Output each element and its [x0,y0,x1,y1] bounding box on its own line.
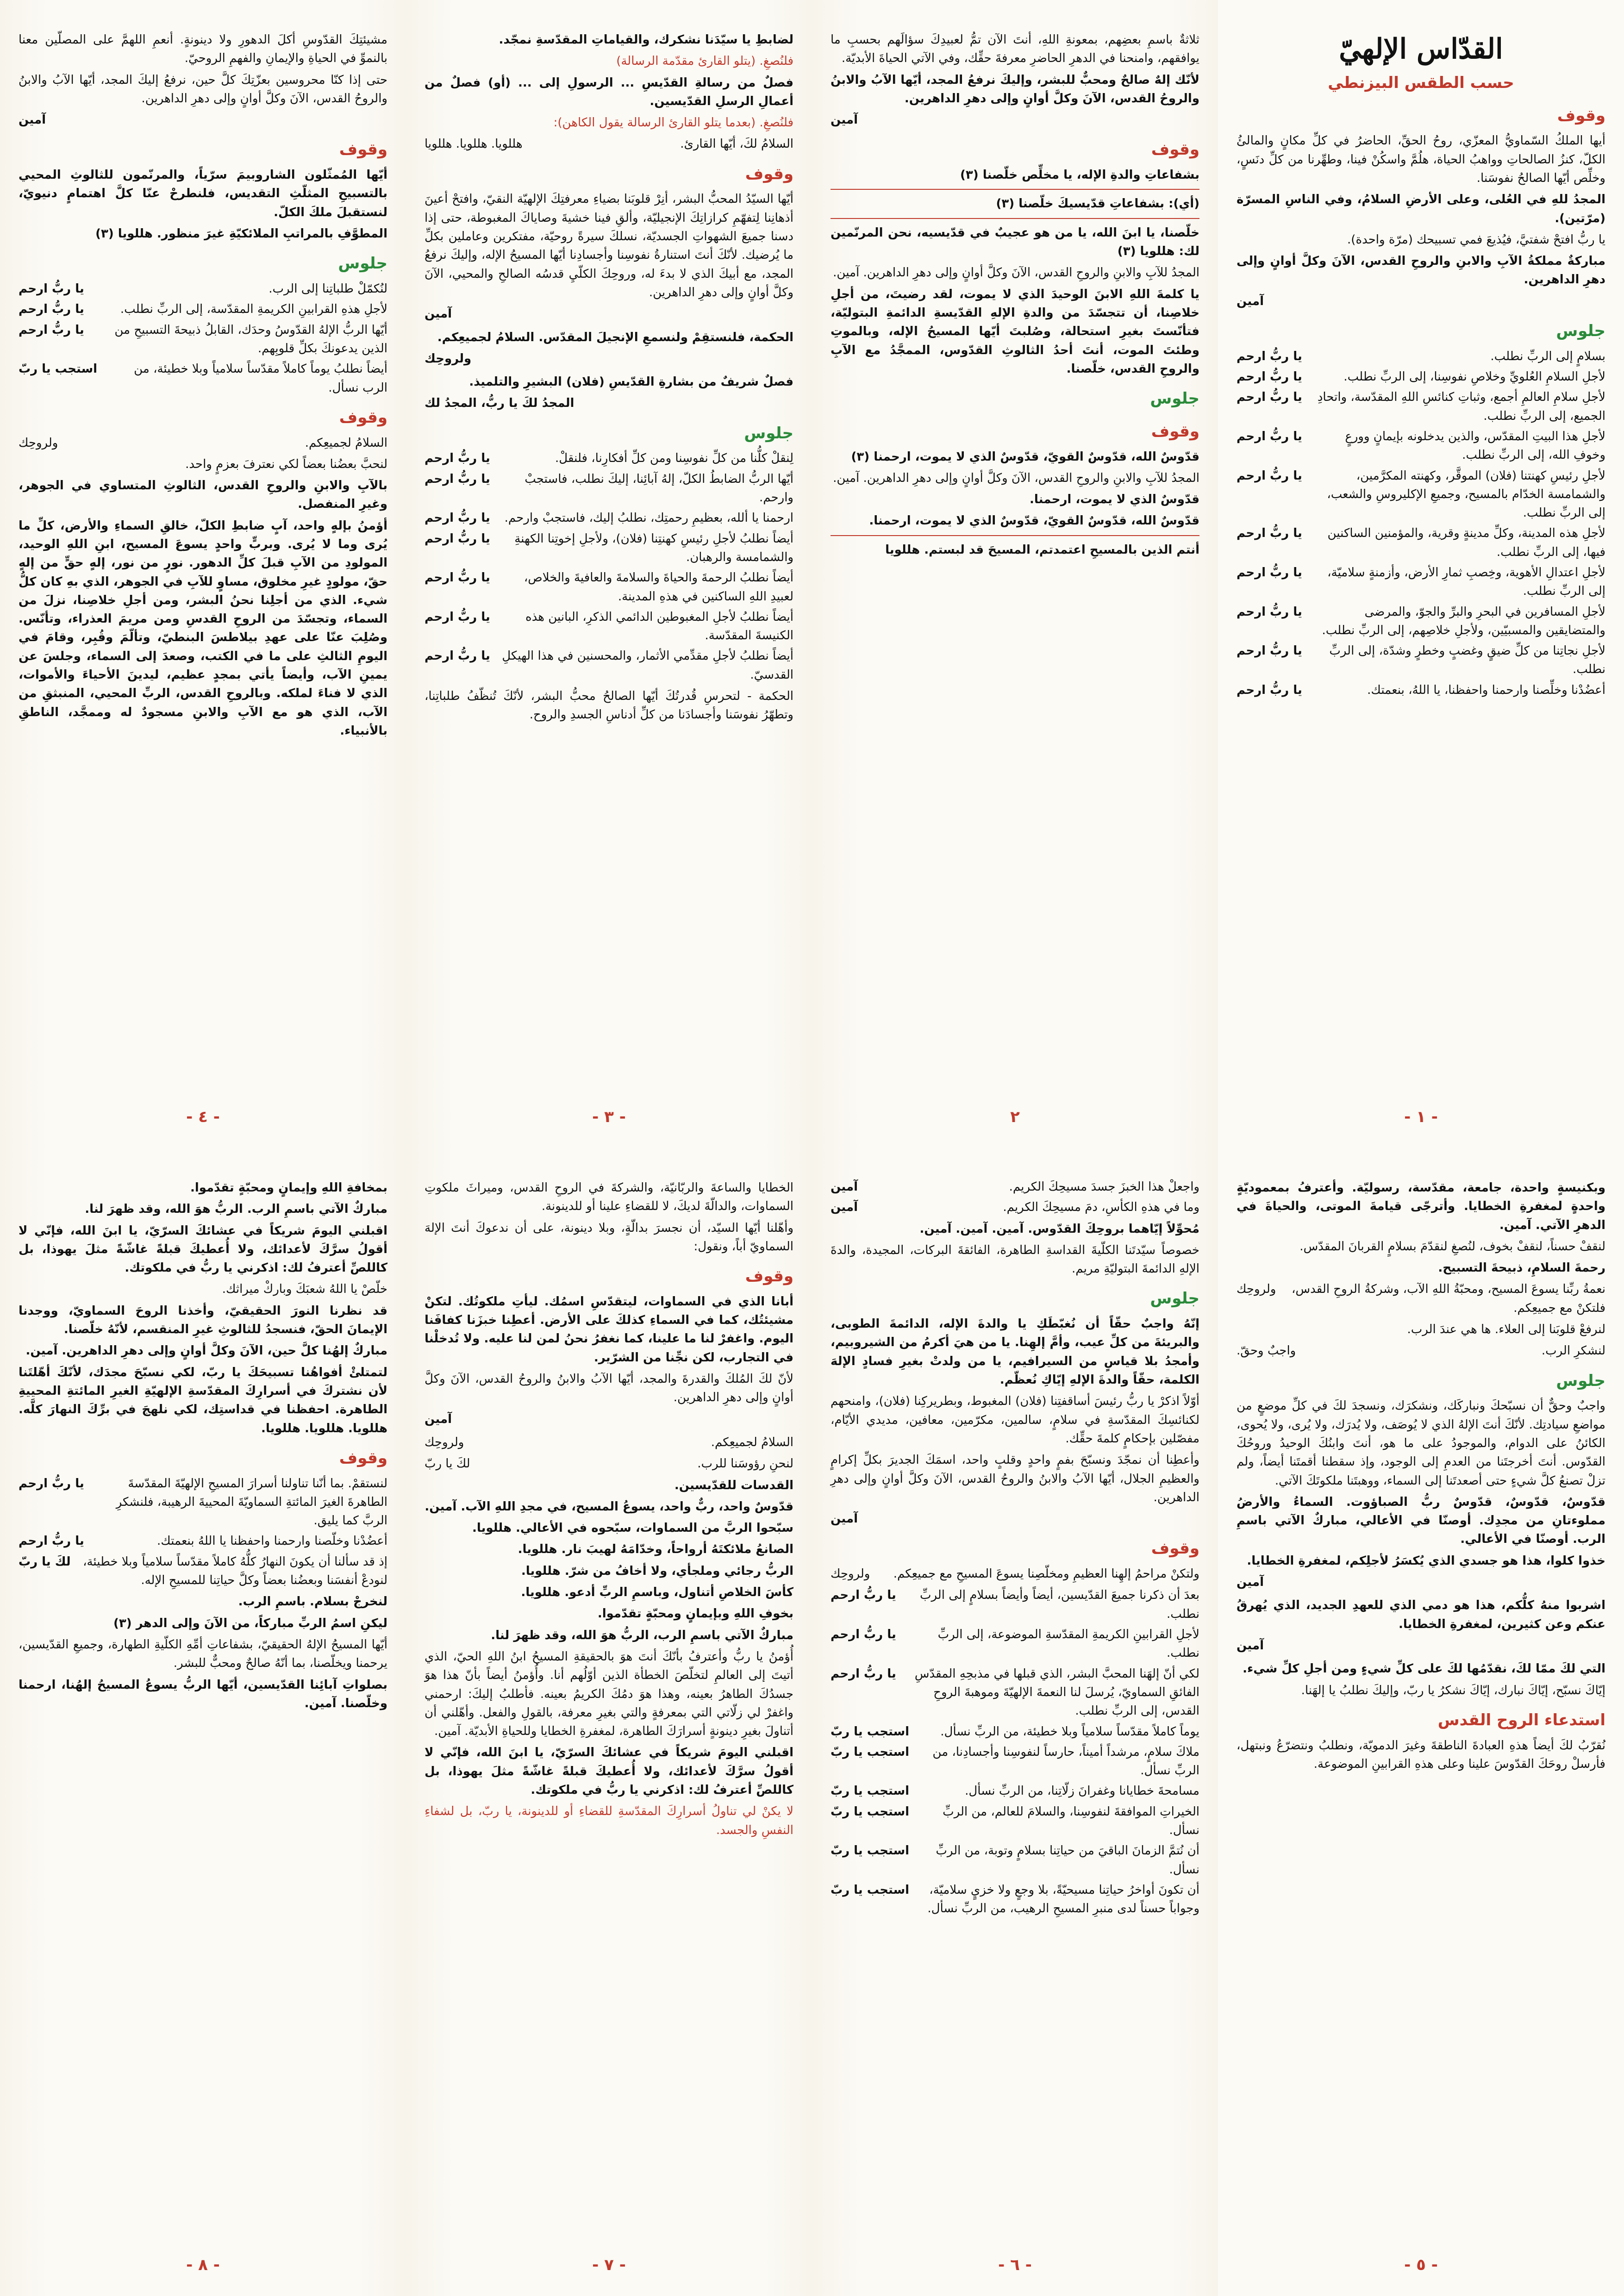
section-header: وقوف [339,1448,387,1467]
paragraph: مباركٌ الآتي باسمِ الرب. الربُّ هوَ الله، وقد ظهرَ لنا. [85,1202,387,1217]
litany-response: يا ربُّ ارحم [1237,683,1302,697]
litany-response: يا ربُّ ارحم [425,472,490,486]
paragraph: قد نظرنا النورَ الحقيقيّ، وأخذنا الروحَ السماويّ، ووجدنا الإيمانَ الحقّ، فنسجدُ للثالوثِ غيرِ المنقسم، لأنّهُ خلّصنا. [19,1304,387,1337]
consecration-row [831,1178,1199,1196]
litany-response: يا ربُّ ارحم [831,1588,896,1603]
dialogue-line: ولتكنْ مراحمُ إلهِنا العظيمِ ومخلّصِنا يسوعَ المسيحِ مع جميعِكم. [893,1567,1199,1581]
litany-text: أيضاً نطلبُ لأجلِ المغبوطين الدائمي الذكرِ، البانين هذه الكنيسةَ المقدّسة. [525,610,793,643]
rubric: فلنُصغِ. (بعدما يتلو القارئ الرسالة يقول الكاهن): [553,116,793,130]
section-header: وقوف [339,140,387,159]
dialogue [1237,1341,1605,1360]
paragraph: مباركٌ إلهُنا كلَّ حين، الآنَ وكلَّ أوانٍ وإلى دهرِ الداهرين. آمين. [25,1344,387,1358]
litany-text: لنستقمْ. بما أنّنا تناولنا أسرارَ المسيحِ الإلهيّةَ المقدّسةَ الطاهرةَ الغيرَ المائتةِ السماويّةَ المحييةَ الرهيبة، فلنشكرِ الربَّ كما يليق. [116,1476,387,1528]
litany-response: يا ربُّ ارحم [425,531,490,546]
section-header: جلوس [1556,1371,1605,1390]
paragraph: فصلٌ شريفٌ من بشارةِ القدّيسِ (فلان) البشيرِ والتلميذ. [469,375,793,389]
litany-response: يا ربُّ ارحم [1237,644,1302,658]
paragraph: يا كلمةَ اللهِ الابنَ الوحيدَ الذي لا يموت، لقد رضيتَ، من أجلِ خلاصِنا، أن تتجسّدَ من والدةِ الإلهِ القدّيسةِ الدائمةِ البتوليّة، فتأنّستَ بغيرِ استحالة، وصُلبتَ أيّها المسيحُ الإله، وبالموتِ وطئتَ الموت، أنتَ أحدُ الثالوثِ القدّوس، الممجَّدُ مع الآبِ والروحِ القدس، خلّصنا. [831,287,1199,376]
litany-row [425,530,793,567]
response: آمين [19,113,46,127]
paragraph: ليكنِ اسمُ الربِّ مباركاً، من الآنَ وإلى الدهر (٣) [113,1616,387,1630]
response: آمين [425,1412,452,1426]
section-header: وقوف [1151,422,1199,441]
page-number: - ٦ - [998,2256,1032,2275]
pre-communion-prayer: أُؤمنُ يا ربُّ وأعترفُ بأنّكَ أنتَ هوَ بالحقيقةِ المسيحُ ابنُ اللهِ الحيّ، الذي أتيتَ إلى العالمِ لتخلّصَ الخطأة الذين أوّلُهم أنا. وأُؤمنُ أيضاً بأنّ هذا هوَ جسدُكَ الطاهرُ بعينه، وهذا هوَ دمُكَ الكريمُ بعينه. فأطلبُ إليكَ: ارحمني واغفرْ لي زلّاتي التي بمعرفةٍ والتي بغيرِ معرفة، بالقولِ والفعل. وأهّلني أن أتناولَ بغيرِ دينونةٍ أسرارَكَ الطاهرة، لمغفرةِ الخطايا وللحياةِ الأبديّة. آمين. [425,1649,793,1739]
litany-text: أيضاً نطلبُ لأجلِ رئيسِ كهنتِنا (فلان)، ولأجلِ إخوتِنا الكهنةِ والشمامسة والرهبان. [514,531,793,564]
litany-text: أعضُدْنا وخلِّصنا وارحمنا واحفظنا، يا اللهُ، بنعمتك. [1367,683,1605,697]
paragraph: لنخرجْ بسلام. باسمِ الرب. [238,1595,387,1609]
litany-text: ملاكَ سلامٍ، مرشداً أميناً، حارساً لنفوسِنا وأجسادِنا، من الربِّ نسأل. [932,1745,1199,1778]
cherubic-hymn: أيّها المُمثّلون الشاروبيمَ سرّياً، والمرنّمون للثالوثِ المحيي بالتسبيحِ المثلّثِ التقديس، فلنطرحْ عنّا كلَّ اهتمامٍ دنيويّ، لنستقبلَ ملكَ الكلّ. [19,168,387,219]
response: ولروحِك [1237,1282,1276,1297]
paragraph: لضابطِ يا سيّدَنا نشكرك، والقياماتِ المقدّسةِ نمجّد. [499,33,793,47]
paragraph: أيها الملكُ السّماويُّ المعزّي، روحُ الحقِّ، الحاضرُ في كلِّ مكانٍ والمالئُ الكلّ، كنزُ الصالحاتِ وواهبُ الحياة، هلُمَّ واسكُنْ فينا، وطهِّرنا من كلِّ دنَسٍ، وخلِّص أيّها الصالحُ نفوسَنا. [1237,134,1605,185]
litany-row [831,1782,1199,1800]
dialogue-line: السلامُ لجميعِكم. [711,1435,793,1449]
trisagion: المجدُ للآبِ والابنِ والروحِ القدس، الآنَ وكلَّ أوانٍ وإلى دهرِ الداهرين. آمين. [833,471,1199,485]
paragraph: بمخافةِ اللهِ وإيمانٍ ومحبّةٍ تقدّموا. [190,1181,387,1195]
paragraph: أيّها المسيحُ الإلهُ الحقيقيّ، بشفاعاتِ أمِّهِ الكلّيةِ الطهارة، وجميعِ القدّيسين، يرحمنا ويخلّصنا، بما أنّهُ صالحٌ ومحبٌّ للبشر. [19,1637,387,1671]
litany-response: استجب يا ربّ [831,1784,910,1798]
litany-response: يا ربُّ ارحم [19,302,84,317]
page-6 [812,1148,1218,2296]
title-block [1237,28,1605,95]
litany-response: لكَ يا ربّ [19,1554,71,1569]
litany-text: يوماً كاملاً مقدّساً سلامياً وبلا خطيئة، من الربِّ نسأل. [940,1724,1199,1739]
litany-response: يا ربُّ ارحم [1237,605,1302,619]
litany-text: لأجلِ هذهِ القرابينِ الكريمةِ المقدّسة، إلى الربِّ نطلب. [120,302,387,317]
trisagion: قدّوسٌ الله، قدّوسٌ القويّ، قدّوسٌ الذي لا يموت، ارحمنا. [869,514,1199,528]
section-header: وقوف [1151,140,1199,159]
rubric: فلنُصغِ. (يتلو القارئ مقدّمة الرسالة) [616,54,793,69]
page-number: - ١ - [1404,1108,1438,1127]
litany-row [831,1586,1199,1623]
litany-text: إذ قد سألنا أن يكونَ النهارُ كلُّهُ كاملاً مقدّساً سلامياً وبلا خطيئة، لنودعْ أنفسَنا وبعضُنا بعضاً وكلَّ حياتِنا للمسيحِ الإله. [83,1554,387,1588]
paragraph: لنحبَّ بعضُنا بعضاً لكي نعترفَ بعزمٍ واحد. [185,457,387,471]
paragraph: مُحوِّلاً إيّاهما بروحِكَ القدّوس. آمين. آمين. آمين. [919,1222,1199,1236]
divider [831,218,1199,219]
axion: إنّهُ واجبٌ حقّاً أن نُغبّطَكِ يا والدةَ الإله، الدائمةَ الطوبى، والبريئةَ من كلِّ عيب، وأمَّ إلهِنا. يا من هيَ أكرمُ من الشيروبيم، وأمجدُ بلا قياسٍ من السيرافيم، يا من ولدتْ بغيرِ فسادٍ الإلهَ الكلمة، حقّاً والدةَ الإلهِ إيّاكِ نُعظّم. [831,1317,1199,1387]
dialogue [831,1565,1199,1583]
litany-row [831,1743,1199,1780]
litany-row [1237,368,1605,386]
communion-verse: سبّحوا الربَّ من السماوات، سبّحوه في الأعالي. هللويا. [472,1521,793,1535]
litany-row [831,1881,1199,1918]
litany-text: لأجلِ رئيسِ كهنتنا (فلان) الموقَّر، وكهنته المكرَّمين، والشمامسة الخدّام بالمسيح، وجميعِ الإكليروسِ والشعب، إلى الربِّ نطلب. [1327,468,1605,520]
dialogue-line: نعمةُ ربِّنا يسوعَ المسيح، ومحبّةُ اللهِ الآب، وشركةُ الروحِ القدس، فلتكنْ مع جميعِكم. [1291,1282,1605,1315]
litany-row [1237,642,1605,679]
paragraph: الحكمة، فلنستقِمْ ولنسمعِ الإنجيلَ المقدّس. السلامُ لجميعِكم. [437,330,793,344]
paragraph: قدّوسٌ واحد، ربٌّ واحد، يسوعُ المسيح، في مجدِ اللهِ الآب. آمين. [425,1499,793,1514]
litany-row [19,1553,387,1590]
paragraph: بالآبِ والابنِ والروحِ القدس، الثالوثِ المتساوي في الجوهر، وغيرِ المنفصل. [19,479,387,512]
response: آمين [831,113,858,127]
dialogue-line: السلامُ لكَ، أيّها القارئ. [680,137,793,151]
section-header: جلوس [744,424,793,443]
litany-row [19,1474,387,1530]
litany-row [425,608,793,645]
paragraph: بصلواتِ آبائِنا القدّيسين، أيّها الربُّ يسوعُ المسيحُ إلهُنا، ارحمنا وخلّصنا. آمين. [19,1678,387,1710]
response: آمين [1237,1638,1264,1653]
litany-response: يا ربُّ ارحم [19,323,84,337]
paragraph: المجدُ للهِ في العُلى، وعلى الأرضِ السلامُ، وفي الناسِ المسرّة (مرّتين). [1237,193,1605,225]
litany-response: يا ربُّ ارحم [425,610,490,624]
response: واجبٌ وحقّ. [1237,1344,1296,1358]
litany-text: أيّها الربُّ الضابطُ الكلّ، إلهُ آبائِنا، إليكَ نطلب، فاستجبْ وارحم. [525,472,793,505]
paragraph: أنتم الذين بالمسيحِ اعتمدتم، المسيحَ قد لبستم. هللويا [885,543,1199,557]
response: آمين [831,1512,858,1526]
dialogue [425,1433,793,1452]
section-header: وقوف [745,164,793,183]
paragraph: اقبلني اليومَ شريكاً في عشائكَ السرّيّ، يا ابنَ الله، فإنّي لا أقولُ سرَّكَ لأعدائك، ولا أُعطيكَ قبلةً غاشّةً مثلَ يهوذا، بل كاللصِّ أعترفُ لك: اذكرني يا ربُّ في ملكوتك. [425,1746,793,1797]
litany-text: أيضاً نطلبُ الرحمةَ والحياةَ والسلامةَ والعافيةَ والخلاص، لعبيدِ اللهِ الساكنين في هذهِ المدينة. [524,571,793,604]
paragraph: مباركٌ الآتي باسمِ الرب، الربُّ هوَ الله، وقد ظهرَ لنا. [491,1628,793,1642]
litany-row [1237,563,1605,601]
litany-row [831,1841,1199,1879]
litany-response: يا ربُّ ارحم [19,1476,84,1491]
litany-response: يا ربُّ ارحم [425,649,490,663]
communion-verse: الصانعُ ملائكتَهُ أرواحاً، وخدّامَهُ لهيبَ نار. هللويا. [518,1542,793,1557]
page-subtitle: حسب الطقس البيزنطي [1328,74,1514,92]
dialogue [425,135,793,153]
litany-row [1237,524,1605,562]
consecration-text: واجعلْ هذا الخبزَ جسدَ مسيحِكَ الكريم. [1009,1180,1199,1194]
litany-response: استجب يا ربّ [831,1724,910,1739]
page-number: - ٣ - [592,1108,626,1127]
section-header: جلوس [1150,389,1199,408]
paragraph: بخوفِ اللهِ وبإيمانٍ ومحبّةٍ تقدّموا. [597,1607,793,1621]
paragraph: لأنّك إلهٌ صالحٌ ومحبٌّ للبشر، وإليكَ نرفعُ المجد، أيّها الآبُ والابنُ والروحُ القدس، الآنَ وكلَّ أوانٍ وإلى دهرِ الداهرين. [831,73,1199,106]
sanctus: قدّوسٌ، قدّوسٌ، قدّوسٌ ربُّ الصباؤوت. السماءُ والأرضُ مملوءتانِ من مجدِك. أوصنّا في الأعالي، مباركٌ الآتي باسمِ الرب. أوصنّا في الأعالي. [1237,1495,1605,1547]
litany-text: لكي أنّ إلهَنا المحبَّ البشر، الذي قبلها في مذبحِهِ المقدّسِ الفائقِ السماويّ، يُرسلَ لنا النعمةَ الإلهيّةَ وموهبةَ الروحِ القدس، إلى الربِّ نطلب. [914,1666,1199,1718]
litany-row [1237,427,1605,465]
epiclesis: نُقرّبُ لكَ أيضاً هذهِ العبادةَ الناطقةَ وغيرَ الدمويّة، ونطلبُ ونتضرّعُ ونبتهل، فأرسلْ روحَكَ القدّوسَ علينا وعلى هذهِ القرابينِ الموضوعة. [1237,1738,1605,1771]
divider [831,189,1199,190]
page-7 [406,1148,812,2296]
litany-row [831,1803,1199,1840]
dialogue [425,1454,793,1473]
litany-row [1237,467,1605,523]
paragraph: فصلٌ من رسالةِ القدّيسِ ... الرسولِ إلى ... (أو) فصلٌ من أعمالِ الرسلِ القدّيسين. [425,75,793,108]
litany-row [19,280,387,298]
litany-response: يا ربُّ ارحم [19,1534,84,1548]
refrain: خلّصنا، يا ابنَ الله، يا من هو عجيبٌ في قدّيسيه، نحن المرنّمين لك: هللويا (٣) [831,225,1199,259]
litany-row [1237,347,1605,366]
trisagion: قدّوسٌ الله، قدّوسٌ القويّ، قدّوسٌ الذي لا يموت، ارحمنا (٣) [851,449,1199,464]
litany-response: يا ربُّ ارحم [831,1628,896,1642]
paragraph: القدسات للقدّيسين. [674,1478,793,1492]
dialogue [19,434,387,452]
paragraph: المجدُ للآبِ والابنِ والروحِ القدس، الآنَ وكلَّ أوانٍ وإلى دهرِ الداهرين. آمين. [833,266,1199,280]
litany-response: يا ربُّ ارحم [1237,468,1302,483]
litany-response: يا ربُّ ارحم [425,511,490,525]
litany-row [19,300,387,318]
response: آمين [831,1180,858,1194]
response: ولروحِك [425,351,472,366]
paragraph: وأعطِنا أن نمجّدَ ونسبّحَ بفمٍ واحدٍ وقلبٍ واحد، اسمَكَ الجديرَ بكلِّ إكرامٍ والعظيمِ الجلال، أيّها الآبُ والابنُ والروحُ القدس، الآنَ وكلَّ أوانٍ وإلى دهرِ الداهرين. [831,1453,1199,1504]
paragraph: اقبلني اليومَ شريكاً في عشائكَ السرّيّ، يا ابنَ الله، فإنّي لا أقولُ سرَّكَ لأعدائك، ولا أُعطيكَ قبلةً غاشّةً مثلَ يهوذا، بل كاللصِّ أعترفُ لك: اذكرني يا ربُّ في ملكوتك. [19,1223,387,1275]
response: آمين [1237,1575,1264,1590]
litany-text: بسلامٍ إلى الربِّ نطلب. [1490,349,1605,363]
litany-response: يا ربُّ ارحم [1237,370,1302,384]
response: آمين [831,1200,858,1215]
litany-text: أيضاً نطلبُ لأجلِ مقدِّمي الأثمار، والمحسنين في هذا الهيكلِ القدسيّ. [502,649,793,682]
litany-row [831,1722,1199,1741]
litany-row [19,360,387,397]
litany-row [425,470,793,507]
litany-text: لِنقلْ كلُّنا من كلِّ نفوسِنا ومن كلِّ أفكارِنا، فلنقلْ. [555,451,793,466]
litany-response: يا ربُّ ارحم [1237,566,1302,580]
section-header: جلوس [1556,322,1605,341]
paragraph: حتى إذا كنّا محروسين بعزّتِكَ كلَّ حين، نرفعُ إليكَ المجد، أيّها الآبُ والابنُ والروحُ القدس، الآنَ وكلَّ أوانٍ وإلى دهرِ الداهرين. [19,73,387,106]
section-header: وقوف [339,408,387,427]
page-number: - ٧ - [592,2256,626,2275]
litany-row [19,321,387,358]
litany-text: لأجلِ اعتدالِ الأهوية، وخِصبِ ثمارِ الأرض، وأزمنةٍ سلاميّة، إلى الربِّ نطلب. [1327,566,1605,599]
consecration-row [831,1198,1199,1217]
litany-text: بعدَ أن ذكرنا جميعَ القدّيسين، أيضاً وأيضاً بسلامٍ إلى الربِّ نطلب. [919,1588,1199,1621]
litany-response: يا ربُّ ارحم [831,1666,896,1681]
litany-response: يا ربُّ ارحم [19,282,84,296]
response: آمين [425,307,452,321]
paragraph: خلّصْ يا اللهُ شعبَكَ وباركْ ميراثك. [222,1282,387,1297]
response: ولروحِك [19,436,58,450]
dialogue [1237,1280,1605,1317]
paragraph: رحمةَ السلامِ، ذبيحةَ التسبيح. [1438,1261,1605,1275]
litany-text: لأجلِ نجاتِنا من كلِّ ضيقٍ وغضبٍ وخطرٍ وشدّة، إلى الربِّ نطلب. [1329,644,1605,677]
paragraph: لنرفعْ قلوبَنا إلى العلاء. ها هي عندَ الرب. [1407,1323,1605,1337]
creed: أؤمنُ بإلهٍ واحد، آبٍ ضابطِ الكلّ، خالقِ السماءِ والأرض، كلِّ ما يُرى وما لا يُرى. وبربٍّ واحدٍ يسوعَ المسيح، ابنِ اللهِ الوحيد، المولودِ من الآبِ قبلَ كلِّ الدهور. نورٍ من نور، إلهٍ حقٍّ من إلهٍ حقّ، مولودٍ غيرِ مخلوق، مساوٍ للآبِ في الجوهر، الذي بهِ كان كلُّ شيء. الذي من أجلِنا نحنُ البشر، ومن أجلِ خلاصِنا، نزلَ من السماء، وتجسّدَ من الروحِ القدسِ ومن مريمَ العذراء، وتأنّس. وصُلِبَ عنّا على عهدِ بيلاطسَ البنطيّ، وتألّمَ وقُبِر، وقامَ في اليومِ الثالثِ على ما في الكتب، وصعدَ إلى السماء، وجلسَ عن يمينِ الآب، وأيضاً يأتي بمجدٍ عظيم، ليدينَ الأحياءَ والأموات، الذي لا فناءَ لملكه. وبالروحِ القدس، الربِّ المحيي، المنبثقِ من الآب، الذي هو مع الآبِ والابنِ مسجودٌ له وممجَّد، الناطقِ بالأنبياء. [19,518,387,738]
litany-text: ارحمنا يا ألله، بعظيمِ رحمتِك، نطلبُ إليك، فاستجبْ وارحم. [504,511,793,525]
litany-row [425,647,793,684]
page-5 [1218,1148,1624,2296]
section-header: استدعاء الروح القدس [1437,1710,1605,1729]
litany-response: يا ربُّ ارحم [1237,429,1302,443]
trisagion: قدّوسٌ الذي لا يموت، ارحمنا. [1030,493,1199,507]
litany-text: مسامحةَ خطايانا وغفرانَ زلّاتِنا، من الربِّ نسأل. [965,1784,1199,1798]
litany-row [1237,603,1605,640]
litany-text: لأجلِ السلامِ العُلويِّ وخلاصِ نفوسِنا، إلى الربِّ نطلب. [1343,370,1605,384]
page-8 [0,1148,406,2296]
page-1 [1218,0,1624,1148]
section-header: جلوس [1150,1289,1199,1308]
paragraph: التي لكَ ممّا لكَ، نقدّمُها لكَ على كلِّ شيءٍ ومن أجلِ كلِّ شيء. [1243,1662,1605,1676]
litany-text: لأجلِ القرابينِ الكريمةِ المقدّسةِ الموضوعة، إلى الربِّ نطلب. [937,1628,1199,1660]
litany-text: أن تكونَ أواخرُ حياتِنا مسيحيّةً، بلا وجعٍ ولا خزيٍ سلاميّة، وجواباً حسناً لدى منبرِ المسيحِ الرهيب، من الربِّ نسأل. [927,1883,1199,1916]
litany-row [425,509,793,527]
litany-response: استجب يا ربّ [831,1883,910,1897]
litany-response: يا ربُّ ارحم [1237,390,1302,405]
response: لكَ يا ربّ [425,1457,470,1471]
page-number: - ٤ - [186,1108,220,1127]
page-number: ٢ [1010,1108,1020,1127]
page-title: القدّاس الإلهيّ [1339,33,1503,65]
litany-row [831,1665,1199,1721]
words-of-institution: اشربوا منهُ كلُّكم، هذا هو دمي الذي للعهدِ الجديد، الذي يُهرقُ عنكم وعن كثيرين، لمغفرةِ الخطايا. [1237,1598,1605,1631]
paragraph: الحكمة - لتحرسِ قُدرتُكَ أيّها الصالحُ محبُّ البشر، لأنّكَ تُنظّفُ طلباتِنا، وتطهّرُ نفوسَنا وأجسادَنا من كلِّ أدناسِ الجسدِ والروح. [425,689,793,722]
litany-text: لأجلِ سلامِ العالمِ أجمع، وثباتِ كنائسِ اللهِ المقدّسة، واتحادِ الجميع، إلى الربِّ نطلب. [1317,390,1605,423]
words-of-institution: خذوا كلوا، هذا هو جسدي الذي يُكسَرُ لأجلِكم، لمغفرةِ الخطايا. [1247,1554,1605,1568]
paragraph: مباركةٌ مملكةُ الآبِ والابنِ والروحِ القدس، الآنَ وكلَّ أوانٍ وإلى دهرِ الداهرين. [1237,254,1605,287]
section-header: وقوف [745,1267,793,1286]
litany-text: لأجلِ هذا البيتِ المقدّس، والذين يدخلونه بإيمانٍ وورعٍ وخوفِ الله، إلى الربِّ نطلب. [1345,429,1605,462]
litany-response: يا ربُّ ارحم [425,571,490,585]
paragraph: وأهّلنا أيّها السيّد، أن نجسرَ بدالّةٍ، وبلا دينونة، على أن ندعوكَ أنتَ الإلهَ السماويّ أباً، ونقول: [425,1221,793,1254]
response: ولروحِك [425,1435,464,1449]
paragraph: ثلاثةٌ باسمِ بعضِهم، بمعونةِ اللهِ، أنتَ الآن تمُّ لعبيدِكَ سؤالَهم بحسبِ ما يوافقهم، وامنحنا في الدهرِ الحاضرِ معرفةَ حقِّك، وفي الآتي الحياةَ الأبديّة. [831,33,1199,66]
paragraph: أوّلاً اذكرْ يا ربُّ رئيسَ أساقفتِنا (فلان) المغبوط، وبطريركِنا (فلان)، وامنحهم لكنائسِكَ المقدّسةِ في سلامٍ، سالمين، مكرّمين، معافين، مديدي الأيّام، مفصّلين بإحكامٍ كلمةَ حقِّك. [831,1394,1199,1446]
paragraph: الخطايا والساعةَ والربّانيّة، والشركةَ في الروحِ القدس، وميراثَ ملكوتِ السماوات، والدالّةَ لديكَ، لا للقضاءِ علينا أو للدينونة. [425,1181,793,1214]
litany-response: يا ربُّ ارحم [425,451,490,466]
litany-text: أعضُدْنا وخلّصنا وارحمنا واحفظنا يا اللهُ بنعمتك. [156,1534,387,1548]
anaphora: واجبٌ وحقٌّ أن نسبّحكَ ونباركَك، ونشكرَك، ونسجدَ لكَ في كلِّ موضعٍ من مواضعِ سيادتِك. لأنّكَ أنتَ الإلهُ الذي لا يُوصَف، ولا يُدرَك، ولا يُرى، ولا يُحوى، الكائنُ على الدوام، والموجودُ على ما هو، أنتَ وابنُكَ الوحيدُ وروحُكَ القدّوس. أنتَ أخرجتَنا من العدمِ إلى الوجود، وإذ سقطنا أقمتَنا أيضاً، ولم تزلْ تصنعُ كلَّ شيءٍ حتى أصعدتَنا إلى السماء، ووهبتَنا ملكوتَكَ الآتي. [1237,1399,1605,1488]
litany-text: لأجلِ هذه المدينة، وكلِّ مدينةٍ وقرية، والمؤمنين الساكنين فيها، إلى الربِّ نطلب. [1327,526,1605,559]
dialogue-line: لنشكرِ الرب. [1541,1344,1605,1358]
page-3 [406,0,812,1148]
page-number: - ٥ - [1404,2256,1438,2275]
response: هللويا. هللويا. هللويا [425,137,523,151]
litany-text: أن نُتمَّ الزمانَ الباقيَ من حياتِنا بسلامٍ وتوبة، من الربِّ نسأل. [936,1844,1199,1877]
litany-text: لنُكمّلْ طلباتِنا إلى الرب. [269,282,387,296]
paragraph: لتمتلئْ أفواهُنا تسبيحَكَ يا ربّ، لكي نسبّحَ مجدَك، لأنّكَ أهّلتَنا لأن نشتركَ في أسرارِكَ المقدّسةِ الإلهيّةِ الغيرِ المائتةِ المحييةِ الطاهرة. احفظنا في قداستِك، لكي نلهجَ في برِّكَ النهارَ كلَّه. هللويا. هللويا. هللويا. [19,1365,387,1435]
paragraph: لا يكنْ لي تناولُ أسرارِكَ المقدّسةِ للقضاءِ أو للدينونة، يا ربّ، بل لشفاءِ النفسِ والجسد. [425,1804,793,1837]
lords-prayer: أبانا الذي في السماوات، ليتقدّسِ اسمُك. ليأتِ ملكوتُك. لتكنْ مشيئتُك، كما في السماءِ كذلكَ على الأرض. أعطِنا خبزَنا كفافَنا اليوم. واغفرْ لنا ما علينا، كما نغفرُ نحنُ لمن لنا عليه. ولا تُدخلْنا في التجارب، لكن نجِّنا من الشرّير. [425,1294,793,1365]
paragraph: أيّها السيّدُ المحبُّ البشر، أنِرْ قلوبَنا بضياءِ معرفتِكَ الإلهيّة النقيّ، وافتحْ أعينَ أذهانِنا لِتفهّمِ كرازاتِكَ الإنجيليّة، وألقِ فينا خشيةَ وصاياكَ المغبوطة، حتى إذا دسنا جميعَ الشهواتِ الجسديّة، نسلكَ سيرةً روحيّة، مفتكرين وعاملين بكلِّ ما يُرضيك. لأنّكَ أنتَ استنارةُ نفوسِنا وأجسادِنا أيّها المسيحُ الإله، وإليكَ نرفعُ المجد، مع أبيكَ الذي لا بدءَ له، وروحِكَ الكلّيِ قدسُه الصالحِ والمحيي، الآنَ وكلَّ أوانٍ وإلى دهرِ الداهرين. [425,192,793,299]
litany-row [1237,388,1605,425]
section-header: جلوس [338,254,387,273]
paragraph: خصوصاً سيّدتَنا الكلّيةَ القداسةِ الطاهرة، الفائقةَ البركات، المجيدة، والدةَ الإلهِ الدائمةَ البتوليّةِ مريم. [831,1243,1199,1276]
paragraph: لنقفْ حسناً، لنقفْ بخوف، لنُصغِ لنقدّمَ بسلامٍ القربانَ المقدّس. [1299,1239,1605,1254]
litany-response: يا ربُّ ارحم [1237,349,1302,363]
section-header: وقوف [1151,1539,1199,1558]
litany-response: يا ربُّ ارحم [1237,526,1302,541]
litany-text: أيضاً نطلبُ يوماً كاملاً مقدّساً سلامياً وبلا خطيئة، من الرب نسأل. [134,362,387,395]
refrain: بشفاعاتِ والدةِ الإله، يا مخلِّص خلّصنا (٣) [960,168,1199,182]
communion-verse: كأسَ الخلاصِ أتناول، وباسمِ الربِّ أدعو. هللويا. [521,1585,793,1600]
litany-text: الخيراتِ الموافقةَ لنفوسِنا، والسلامَ للعالم، من الربِّ نسأل. [943,1804,1199,1837]
litany-row [831,1625,1199,1663]
litany-response: استجب يا ربّ [19,362,98,376]
response: المجدُ لكَ يا ربُّ، المجدُ لك [425,396,575,411]
litany-row [1237,681,1605,699]
paragraph: وبكنيسةٍ واحدة، جامعة، مقدّسة، رسوليّة. وأعترفُ بمعموديّةٍ واحدةٍ لمغفرةِ الخطايا. وأترجّى قيامةَ الموتى، والحياةَ في الدهرِ الآتي. آمين. [1237,1181,1605,1232]
litany-response: استجب يا ربّ [831,1745,910,1759]
paragraph: يا ربُّ افتحْ شفتيَّ، فيُذيعَ فمي تسبيحك (مرّة واحدة). [1347,232,1605,247]
litany-response: استجب يا ربّ [831,1844,910,1858]
paragraph: إيّاكَ نسبّح، إيّاكَ نبارك، إيّاكَ نشكرُ يا ربّ، وإليكَ نطلبُ يا إلهَنا. [1301,1683,1605,1697]
divider [831,535,1199,536]
dialogue-line: السلامُ لجميعِكم. [305,436,387,450]
response: آمين [1237,294,1264,308]
litany-row [19,1532,387,1550]
litany-row [425,449,793,468]
cherubic-hymn: المطوَّفِ بالمراتبِ الملائكيّةِ غيرَ منظور. هللويا (٣) [95,227,387,241]
page-number: - ٨ - [186,2256,220,2275]
paragraph: مشيئتِكَ القدّوسِ أكلَ الدهورِ ولا دينونةٍ. أنعمِ اللهمَّ على المصلّين معنا بالنموِّ في الحياةِ والإيمانِ والفهمِ الروحيّ. [19,33,387,66]
response: ولروحِك [831,1567,870,1581]
paragraph: لأنّ لكَ المُلكَ والقدرةَ والمجد، أيّها الآبُ والابنُ والروحُ القدس، الآنَ وكلَّ أوانٍ وإلى دهرِ الداهرين. [425,1372,793,1405]
dialogue-line: لنحنِ رؤوسَنا للرب. [697,1457,793,1471]
litany-row [425,568,793,606]
page-2 [812,0,1218,1148]
page-4 [0,0,406,1148]
section-header: وقوف [1557,106,1605,125]
litany-response: استجب يا ربّ [831,1804,910,1819]
communion-verse: الربُّ رجائي وملجأي، ولا أخافُ من شرّ. هللويا. [521,1564,793,1578]
litany-text: أيّها الربُّ الإلهُ القدّوسُ وحدَك، القابلُ ذبيحةَ التسبيحِ من الذين يدعونكَ بكلِّ قلوبِهم. [114,323,387,356]
refrain: (أي): بشفاعاتِ قدّيسيكَ خلّصنا (٣) [996,197,1199,211]
litany-text: لأجلِ المسافرين في البحرِ والبرِّ والجوّ، والمرضى والمتضايقين والمسبيّين، ولأجلِ خلاصِهم، إلى الربِّ نطلب. [1322,605,1605,637]
consecration-text: وما في هذهِ الكأسِ، دمَ مسيحِكَ الكريم. [1003,1200,1199,1215]
